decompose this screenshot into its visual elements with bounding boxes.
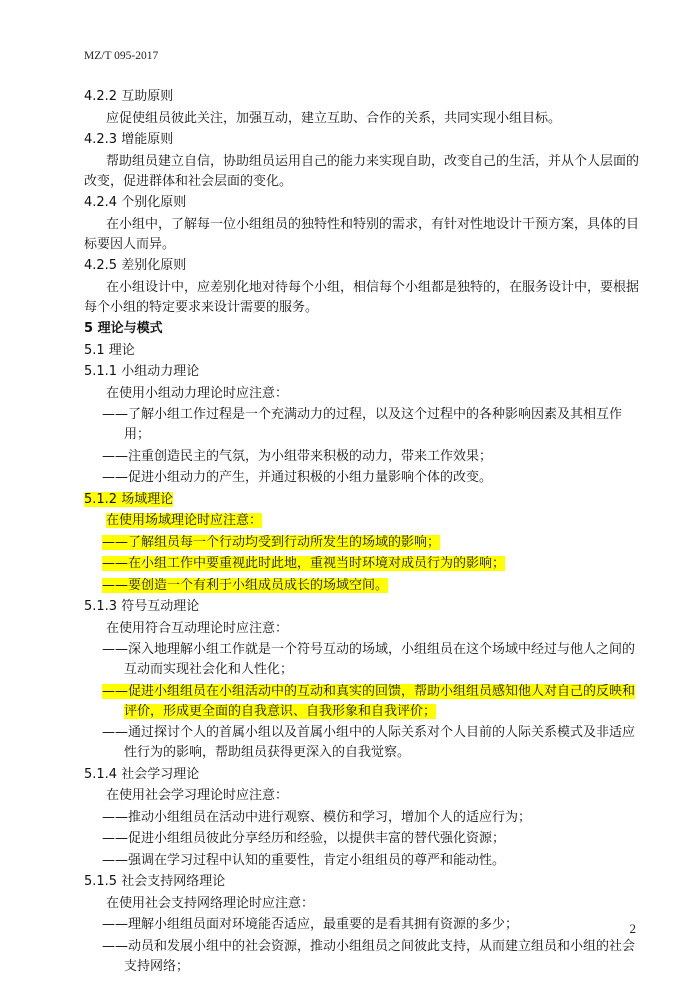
- paragraph: [84, 215, 640, 255]
- list-item-text: ——强调在学习过程中认知的重要性，肯定小组组员的尊严和能动性。: [102, 852, 506, 868]
- document-body: [84, 87, 640, 978]
- list-item-text: ——推动小组组员在活动中进行观察、模仿和学习，增加个人的适应行为；: [102, 809, 532, 825]
- paragraph-text: 帮助组员建立自信，协助组员运用自己的能力来实现自助，改变自己的生活，并从个人层面的改变，促进群体和社会层面的变化。: [84, 153, 640, 189]
- paragraph: [84, 384, 640, 404]
- list-item-text: ——要创造一个有利于小组成员成长的场域空间。: [102, 577, 389, 593]
- section-heading: [84, 597, 640, 617]
- paragraph-highlighted: [84, 511, 640, 531]
- paragraph-text: 在使用符合互动理论时应注意：: [106, 620, 289, 636]
- section-heading-text: 5.1.3 符号互动理论: [84, 599, 200, 614]
- paragraph-text: 在使用场域理论时应注意：: [106, 513, 263, 528]
- section-heading-highlighted: [84, 490, 640, 510]
- section-heading-text: 4.2.4 个别化原则: [84, 195, 187, 210]
- list-item: [84, 829, 640, 849]
- paragraph-text: 在小组设计中，应差别化地对待每个小组，相信每个小组都是独特的，在服务设计中，要根据每个小组的特定要求来设计需要的服务。: [84, 279, 640, 315]
- section-heading: [84, 362, 640, 382]
- list-item: [84, 640, 640, 680]
- list-item: [84, 468, 640, 488]
- document-code-header: MZ/T 095-2017: [84, 50, 159, 62]
- section-heading-text: 5.1.5 社会支持网络理论: [84, 874, 226, 889]
- list-item-text: ——动员和发展小组中的社会资源，推动小组组员之间彼此支持，从而建立组员和小组的社会支持网络；: [102, 938, 636, 974]
- list-item-highlighted: [84, 576, 640, 596]
- list-item-highlighted: [84, 554, 640, 574]
- paragraph: [84, 619, 640, 639]
- section-heading: [84, 193, 640, 213]
- list-item: [84, 405, 640, 445]
- paragraph: [84, 109, 640, 129]
- section-heading-text: 4.2.3 增能原则: [84, 132, 174, 147]
- list-item: [84, 723, 640, 763]
- section-heading: [84, 872, 640, 892]
- page-number: 2: [629, 921, 636, 936]
- paragraph-text: 在使用社会支持网络理论时应注意：: [106, 895, 315, 911]
- list-item: [84, 447, 640, 467]
- list-item-text: ——促进小组组员彼此分享经历和经验，以提供丰富的替代强化资源；: [102, 831, 506, 846]
- paragraph: [84, 894, 640, 914]
- list-item-text: ——注重创造民主的气氛，为小组带来积极的动力，带来工作效果；: [102, 448, 493, 464]
- section-heading-text: 5.1.4 社会学习理论: [84, 766, 200, 782]
- section-heading: [84, 256, 640, 276]
- paragraph-text: 在小组中，了解每一位小组组员的独特性和特别的需求，有针对性地设计干预方案，具体的目标要因人而异。: [84, 216, 640, 252]
- list-item: [84, 937, 640, 977]
- section-heading-text: 5.1.1 小组动力理论: [84, 364, 200, 379]
- paragraph-text: 在使用小组动力理论时应注意：: [106, 385, 289, 401]
- section-heading-text: 5.1 理论: [84, 342, 135, 358]
- section-heading: [84, 87, 640, 107]
- paragraph: [84, 152, 640, 192]
- paragraph: [84, 278, 640, 318]
- section-heading-text: 5 理论与模式: [84, 321, 163, 336]
- list-item-text: ——深入地理解小组工作就是一个符号互动的场域，小组组员在这个场域中经过与他人之间的互动而实现社会化和人性化；: [102, 642, 636, 677]
- list-item-text: ——在小组工作中要重视此时此地，重视当时环境对成员行为的影响；: [102, 556, 506, 571]
- paragraph-text: 应促使组员彼此关注，加强互动，建立互助、合作的关系，共同实现小组目标。: [106, 110, 562, 126]
- section-heading: [84, 130, 640, 150]
- section-heading-text: 4.2.5 差别化原则: [84, 258, 187, 273]
- list-item-text: ——通过探讨个人的首属小组以及首属小组中的人际关系对个人目前的人际关系模式及非适应性行为的影响，帮助组员获得更深入的自我觉察。: [102, 725, 636, 760]
- list-item-text: ——了解组员每一个行动均受到行动所发生的场域的影响；: [102, 534, 441, 550]
- paragraph-text: 在使用社会学习理论时应注意：: [106, 788, 289, 803]
- paragraph: [84, 786, 640, 806]
- section-heading: [84, 341, 640, 361]
- list-item: [84, 808, 640, 828]
- list-item-text: ——促进小组组员在小组活动中的互动和真实的回馈，帮助小组组员感知他人对自己的反映和评价，形成更全面的自我意识、自我形象和自我评价；: [102, 683, 636, 719]
- list-item-text: ——促进小组动力的产生，并通过积极的小组力量影响个体的改变。: [102, 470, 493, 485]
- section-heading: [84, 765, 640, 785]
- list-item-text: ——理解小组组员面对环境能否适应，最重要的是看其拥有资源的多少；: [102, 917, 519, 932]
- list-item-highlighted: [84, 533, 640, 553]
- list-item: [84, 851, 640, 871]
- section-heading-text: 4.2.2 互助原则: [84, 89, 174, 104]
- list-item-highlighted: [84, 682, 640, 722]
- section-heading: [84, 319, 640, 339]
- list-item-text: ——了解小组工作过程是一个充满动力的过程，以及这个过程中的各种影响因素及其相互作用；: [102, 407, 623, 442]
- list-item: [84, 915, 640, 935]
- section-heading-text: 5.1.2 场域理论: [84, 491, 174, 507]
